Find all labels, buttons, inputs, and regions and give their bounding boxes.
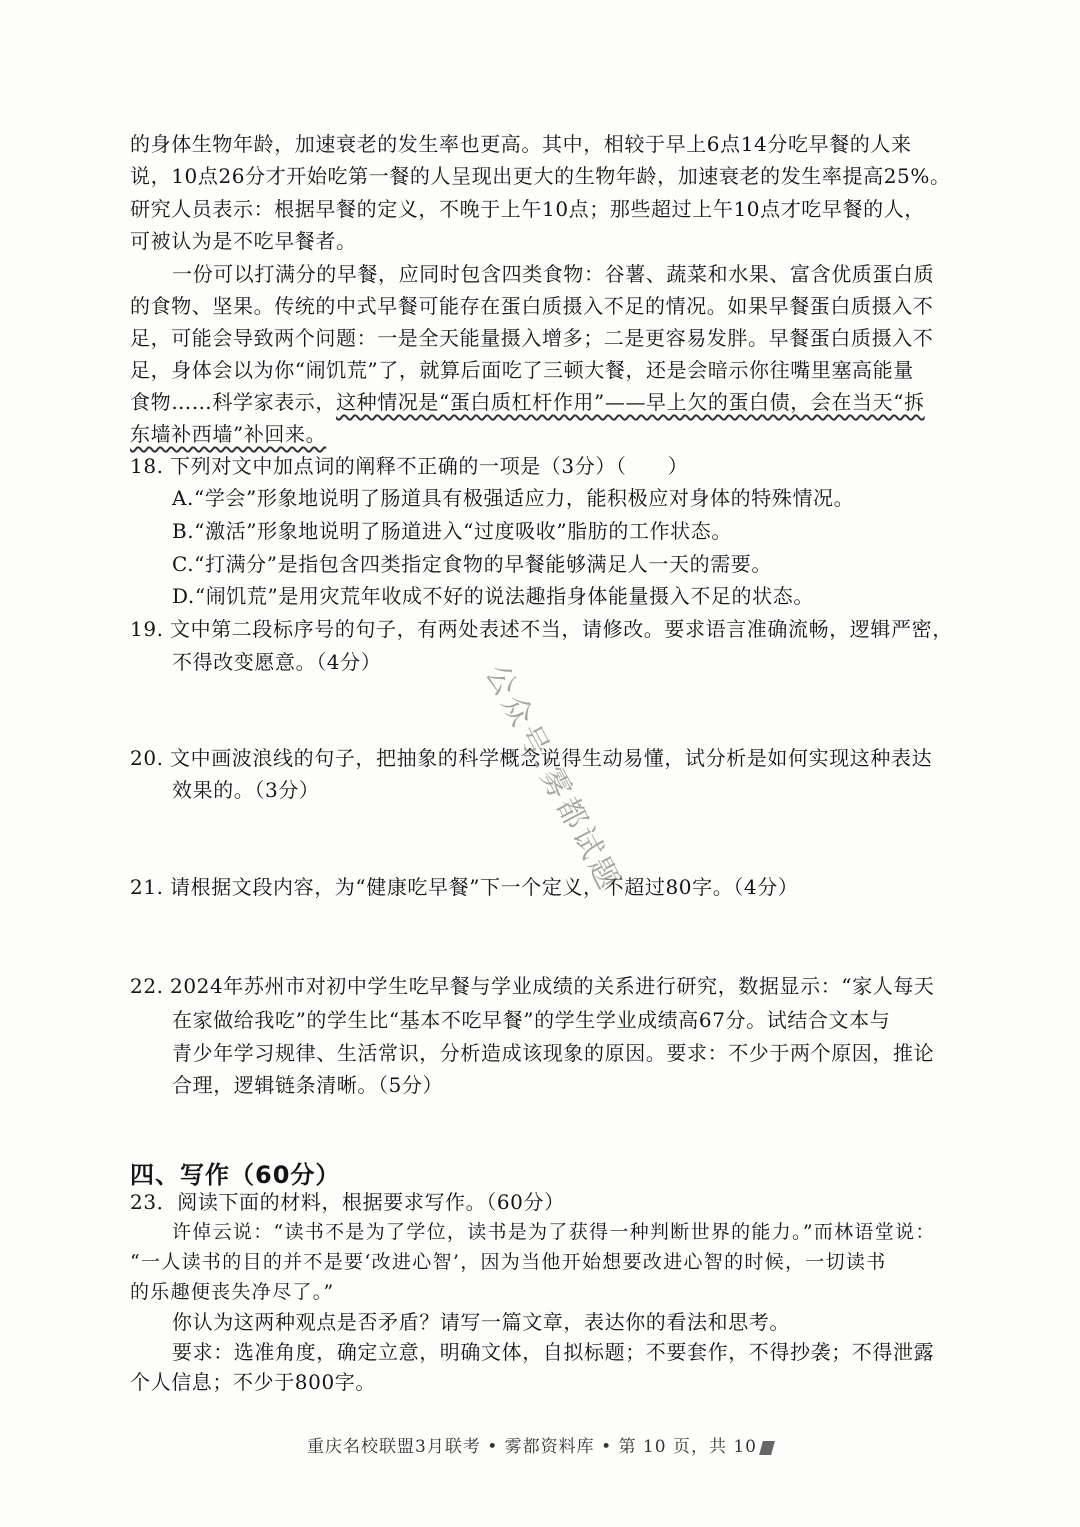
passage-text: 食物……科学家表示， [130, 390, 336, 414]
section-title-writing: 四、写作（60分） [130, 1161, 341, 1189]
question-text: 效果的。（3分） [172, 778, 320, 802]
wavy-underlined-sentence-end: 东墙补西墙”补回来。 [130, 422, 327, 446]
question-number: 21. [130, 875, 164, 899]
question-text: 文中画波浪线的句子，把抽象的科学概念说得生动易懂，试分析是如何实现这种表达 [170, 746, 933, 770]
passage-line: 的身体生物年龄，加速衰老的发生率也更高。其中，相较于早上6点14分吃早餐的人来 [130, 132, 912, 156]
writing-requirements: 个人信息；不少于800字。 [130, 1370, 376, 1394]
question-text: 不得改变愿意。（4分） [172, 650, 382, 674]
question-text: 下列对文中加点词的阐释不正确的一项是（3分）（ ） [170, 454, 689, 478]
passage-line: 一份可以打满分的早餐，应同时包含四类食物：谷薯、蔬菜和水果、富含优质蛋白质 [172, 262, 935, 286]
question-19 [130, 613, 953, 645]
question-number: 19. [130, 617, 164, 641]
question-number: 18. [130, 454, 164, 478]
question-18 [130, 450, 688, 482]
question-number: 22. [130, 974, 164, 998]
question-text: 请根据文段内容，为“健康吃早餐”下一个定义，不超过80字。（4分） [170, 875, 799, 899]
watermark: 公众号:雾都试题 [478, 659, 628, 899]
question-text: 2024年苏州市对初中学生吃早餐与学业成绩的关系进行研究，数据显示：“家人每天 [170, 974, 935, 998]
option-b: B.“激活”形象地说明了肠道进入“过度吸收”脂肪的工作状态。 [172, 519, 732, 543]
passage-line [130, 386, 925, 418]
wavy-underlined-sentence: 这种情况是“蛋白质杠杆作用”——早上欠的蛋白债，会在当天“拆 [336, 390, 925, 414]
passage-line: 足，可能会导致两个问题：一是全天能量摄入增多；二是更容易发胖。早餐蛋白质摄入不 [130, 326, 934, 350]
passage-line: 研究人员表示：根据早餐的定义，不晚于上午10点；那些超过上午10点才吃早餐的人， [130, 197, 925, 221]
material-line: “一人读书的目的并不是要‘改进心智’，因为当他开始想要改进心智的时候，一切读书 [130, 1251, 887, 1273]
option-d: D.“闹饥荒”是用灾荒年收成不好的说法趣指身体能量摄入不足的状态。 [172, 584, 814, 608]
question-number: 20. [130, 746, 164, 770]
option-c: C.“打满分”是指包含四类指定食物的早餐能够满足人一天的需要。 [172, 552, 772, 576]
question-22 [130, 970, 935, 1002]
footer-text: 重庆名校联盟3月联考 • 雾都资料库 • 第 10 页，共 10 [307, 1437, 757, 1457]
material-line: 许倬云说：“读书不是为了学位，读书是为了获得一种判断世界的能力。”而林语堂说： [172, 1221, 936, 1243]
option-a: A.“学会”形象地说明了肠道具有极强适应力，能积极应对身体的特殊情况。 [172, 486, 855, 510]
question-text: 在家做给我吃”的学生比“基本不吃早餐”的学生学业成绩高67分。试结合文本与 [172, 1008, 891, 1032]
writing-prompt: 23．阅读下面的材料，根据要求写作。（60分） [130, 1190, 565, 1214]
question-text: 合理，逻辑链条清晰。（5分） [172, 1073, 444, 1097]
passage-line: 说，10点26分才开始吃第一餐的人呈现出更大的生物年龄，加速衰老的发生率提高25%。 [130, 164, 951, 188]
question-text: 文中第二段标序号的句子，有两处表述不当，请修改。要求语言准确流畅，逻辑严密， [170, 617, 953, 641]
scan-mark-icon [759, 1441, 775, 1455]
page-footer [0, 1432, 1080, 1457]
writing-requirements: 要求：选准角度，确定立意，明确文体，自拟标题；不要套作，不得抄袭；不得泄露 [172, 1340, 935, 1364]
question-text: 青少年学习规律、生活常识，分析造成该现象的原因。要求：不少于两个原因，推论 [172, 1041, 935, 1065]
question-21 [130, 871, 798, 903]
passage-line [130, 418, 326, 450]
passage-line: 足，身体会以为你“闹饥荒”了，就算后面吃了三顿大餐，还是会暗示你往嘴里塞高能量 [130, 358, 914, 382]
passage-line: 可被认为是不吃早餐者。 [130, 229, 357, 253]
passage-line: 的食物、坚果。传统的中式早餐可能存在蛋白质摄入不足的情况。如果早餐蛋白质摄入不 [130, 294, 934, 318]
material-line: 的乐趣便丧失净尽了。” [130, 1281, 335, 1303]
writing-question: 你认为这两种观点是否矛盾？请写一篇文章，表达你的看法和思考。 [172, 1310, 790, 1334]
